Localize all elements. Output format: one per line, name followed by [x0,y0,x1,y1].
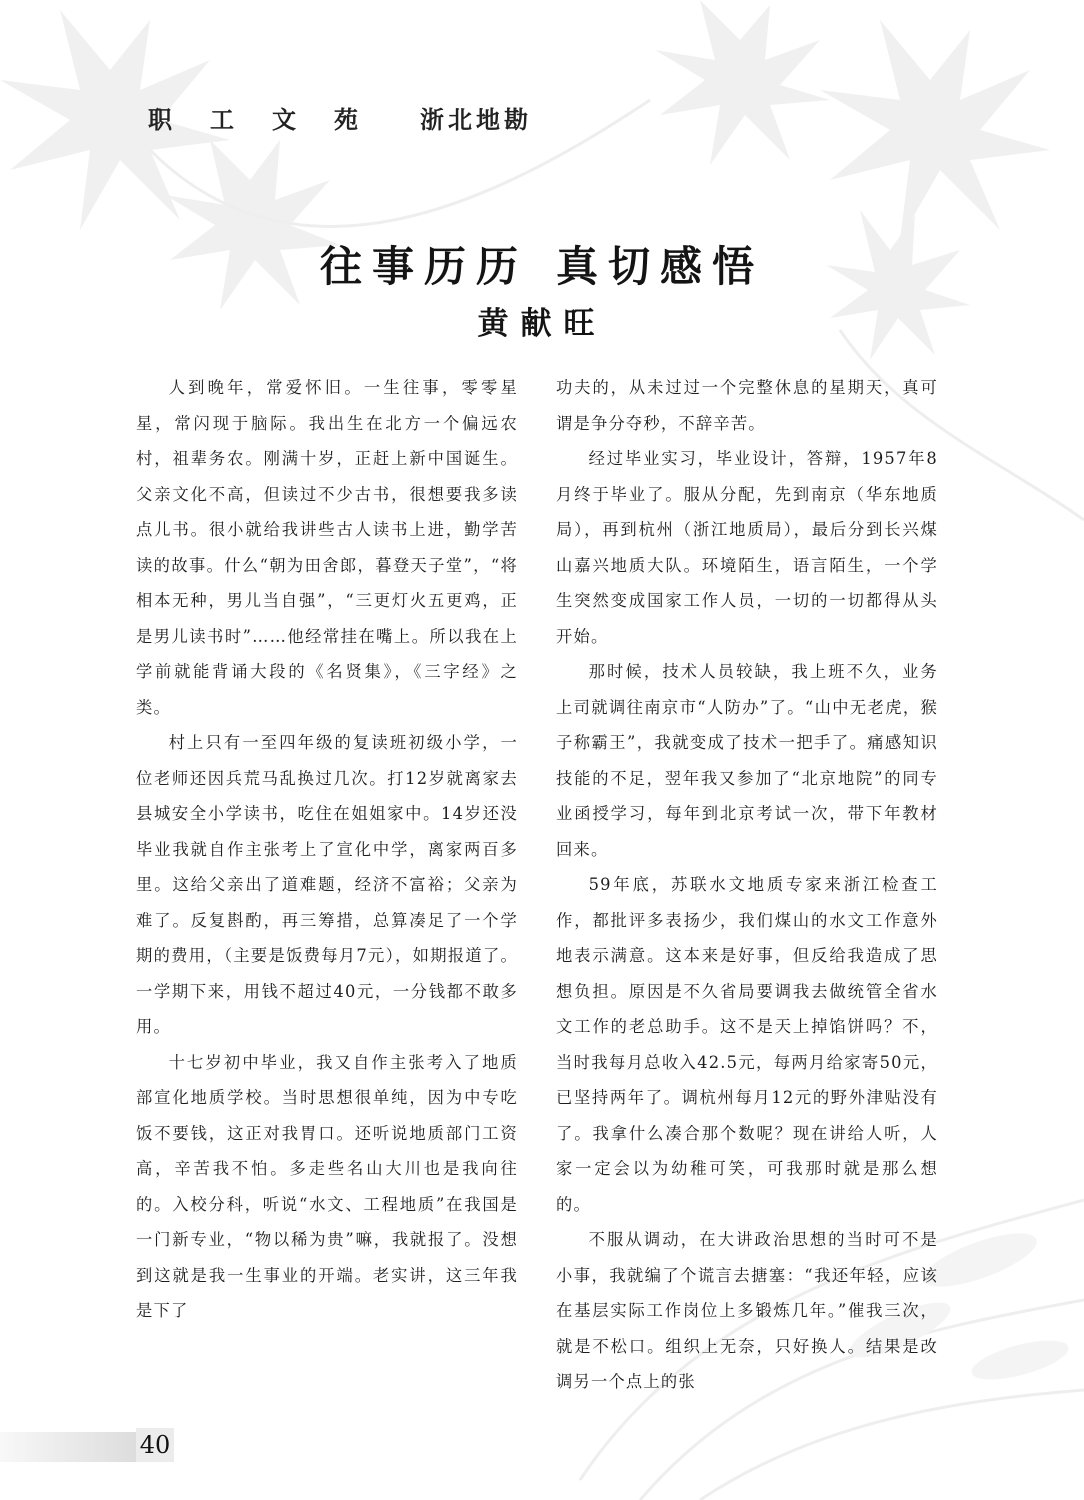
section-char: 职 [148,105,174,134]
paragraph: 那时候，技术人员较缺，我上班不久，业务上司就调往南京市“人防办”了。“山中无老虎，猴子称霸王”，我就变成了技术一把手了。痛感知识技能的不足，翌年我又参加了“北京地院”的同专业函授学习，每年到北京考试一次，带下年教材回来。 [556,662,938,859]
paragraph: 不服从调动，在大讲政治思想的当时可不是小事，我就编了个谎言去搪塞：“我还年轻，应该在基层实际工作岗位上多锻炼几年。”催我三次，就是不松口。组织上无奈，只好换人。结果是改调另一个点上的张 [556,1230,938,1391]
article-title [0,234,1084,294]
magazine-name: 浙北地勘 [420,105,532,134]
paragraph-continued: 功夫的，从未过过一个完整休息的星期天，真可谓是争分夺秒，不辞辛苦。 [556,378,938,433]
left-column [136,370,518,1329]
article-author: 黄献旺 [477,306,607,342]
paragraph: 59年底，苏联水文地质专家来浙江检查工作，都批评多表扬少，我们煤山的水文工作意外地表示满意。这本来是好事，但反给我造成了思想负担。原因是不久省局要调我去做统管全省水文工作的老总助手。这不是天上掉馅饼吗？不，当时我每月总收入42.5元，每两月给家寄50元，已坚持两年了。调杭州每月12元的野外津贴没有了。我拿什么凑合那个数呢？现在讲给人听，人家一定会以为幼稚可笑，可我那时就是那么想的。 [556,875,938,1214]
section-char: 工 [210,105,236,134]
page-number: 40 [136,1428,174,1462]
article-title-part-2: 真切感悟 [556,242,765,291]
section-char: 文 [272,105,298,134]
section-header [148,100,532,135]
paragraph: 人到晚年，常爱怀旧。一生往事，零零星星，常闪现于脑际。我出生在北方一个偏远农村，祖辈务农。刚满十岁，正赶上新中国诞生。父亲文化不高，但读过不少古书，很想要我多读点儿书。很小就给我讲些古人读书上进，勤学苦读的故事。什么“朝为田舍郎，暮登天子堂”，“将相本无种，男儿当自强”，“三更灯火五更鸡，正是男儿读书时”……他经常挂在嘴上。所以我在上学前就能背诵大段的《名贤集》，《三字经》之类。 [136,378,518,717]
article-title-part-1: 往事历历 [319,242,528,291]
paragraph: 十七岁初中毕业，我又自作主张考入了地质部宣化地质学校。当时思想很单纯，因为中专吃饭不要钱，这正对我胃口。还听说地质部门工资高，辛苦我不怕。多走些名山大川也是我向往的。入校分科，听说“水文、工程地质”在我国是一门新专业，“物以稀为贵”嘛，我就报了。没想到这就是我一生事业的开端。老实讲，这三年我是下了 [136,1052,518,1320]
paragraph: 村上只有一至四年级的复读班初级小学，一位老师还因兵荒马乱换过几次。打12岁就离家去县城安全小学读书，吃住在姐姐家中。14岁还没毕业我就自作主张考上了宣化中学，离家两百多里。这给父亲出了道难题，经济不富裕；父亲为难了。反复斟酌，再三筹措，总算凑足了一个学期的费用，（主要是饭费每月7元），如期报道了。一学期下来，用钱不超过40元，一分钱都不敢多用。 [136,733,518,1036]
section-char: 苑 [334,105,360,134]
page-number-bar [0,1432,140,1462]
right-column [556,370,938,1400]
paragraph: 经过毕业实习，毕业设计，答辩，1957年8月终于毕业了。服从分配，先到南京（华东地质局），再到杭州（浙江地质局），最后分到长兴煤山嘉兴地质大队。环境陌生，语言陌生，一个学生突然变成国家工作人员，一切的一切都得从头开始。 [556,449,938,646]
